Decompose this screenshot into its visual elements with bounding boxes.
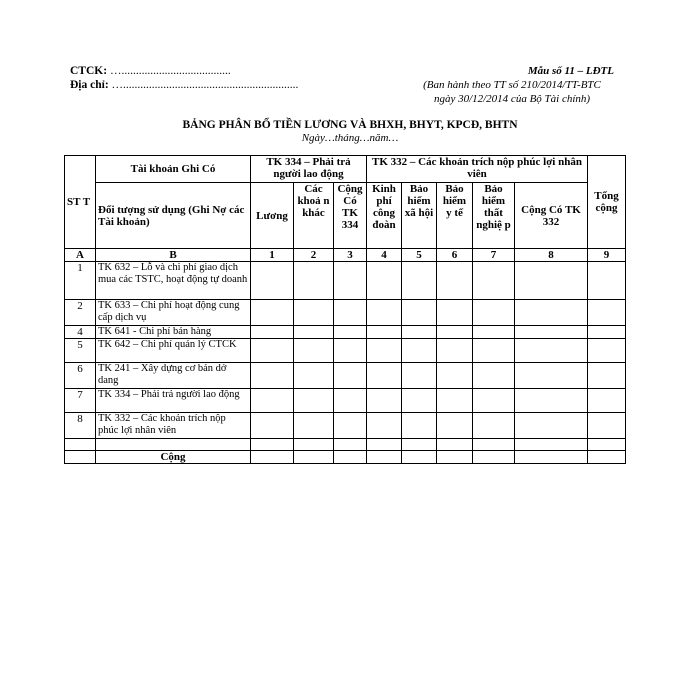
row-account: TK 241 – Xây dựng cơ bản dở dang [96, 363, 251, 389]
table-row [65, 262, 626, 300]
index-cell: 8 [515, 249, 588, 262]
row-stt: 1 [65, 262, 96, 300]
table-row [65, 363, 626, 389]
table-row [65, 413, 626, 439]
credit-account-header: Tài khoản Ghi Có [96, 156, 251, 183]
index-row [65, 249, 626, 262]
address-value: …............................................................. [111, 79, 299, 91]
index-cell: 3 [334, 249, 367, 262]
col-cong-334: Cộng Có TK 334 [334, 183, 367, 249]
document-date: Ngày…tháng…năm… [301, 132, 399, 144]
issued-line-1: (Ban hành theo TT số 210/2014/TT-BTC [423, 79, 601, 91]
document-title: BẢNG PHÂN BỔ TIỀN LƯƠNG VÀ BHXH, BHYT, KPCĐ, BHTN [182, 119, 518, 131]
index-cell: 6 [437, 249, 473, 262]
index-cell: 5 [402, 249, 437, 262]
index-cell: 4 [367, 249, 402, 262]
allocation-table [64, 155, 626, 464]
row-account: TK 642 – Chi phí quản lý CTCK [96, 339, 251, 363]
debit-object-header: Đối tượng sử dụng (Ghi Nợ các Tài khoản) [96, 183, 251, 249]
index-cell: 1 [251, 249, 294, 262]
col-bhtn: Bảo hiểm thất nghiệ p [473, 183, 515, 249]
tk332-group-header: TK 332 – Các khoản trích nộp phúc lợi nhân viên [367, 156, 588, 183]
table-row [65, 339, 626, 363]
form-number: Mẫu số 11 – LĐTL [527, 65, 614, 77]
col-bhyt: Bảo hiểm y tế [437, 183, 473, 249]
col-cong-332: Cộng Có TK 332 [515, 183, 588, 249]
index-cell: 7 [473, 249, 515, 262]
company-value: …...................................... [109, 65, 231, 77]
issued-line-2: ngày 30/12/2014 của Bộ Tài chính) [433, 93, 591, 105]
table-row [65, 389, 626, 413]
col-bhxh: Bảo hiểm xã hội [402, 183, 437, 249]
index-cell: 2 [294, 249, 334, 262]
row-account: TK 632 – Lỗ và chi phí giao dịch mua các TSTC, hoạt động tự doanh [96, 262, 251, 300]
tk334-group-header: TK 334 – Phải trả người lao động [251, 156, 367, 183]
stt-header: ST T [65, 156, 96, 249]
blank-row [65, 439, 626, 451]
total-label: Cộng [96, 451, 251, 464]
row-stt: 2 [65, 300, 96, 326]
col-kinh-phi: Kinh phí công đoàn [367, 183, 402, 249]
row-account: TK 641 - Chi phí bán hàng [96, 326, 251, 339]
row-account: TK 332 – Các khoản trích nộp phúc lợi nhân viên [96, 413, 251, 439]
row-stt: 6 [65, 363, 96, 389]
company-label: CTCK: [70, 65, 108, 77]
col-cac-khoan-khac: Các khoả n khác [294, 183, 334, 249]
index-cell: 9 [588, 249, 626, 262]
total-header: Tổng cộng [588, 156, 626, 249]
row-stt: 4 [65, 326, 96, 339]
table-row [65, 326, 626, 339]
col-luong: Lương [251, 183, 294, 249]
row-account: TK 633 – Chi phí hoạt động cung cấp dịch vụ [96, 300, 251, 326]
row-stt: 7 [65, 389, 96, 413]
total-row [65, 451, 626, 464]
index-cell: B [96, 249, 251, 262]
address-label: Địa chỉ: [70, 79, 109, 91]
row-stt: 8 [65, 413, 96, 439]
row-account: TK 334 – Phải trả người lao động [96, 389, 251, 413]
company-info [70, 64, 298, 92]
table-row [65, 300, 626, 326]
row-stt: 5 [65, 339, 96, 363]
form-info [408, 64, 616, 106]
index-cell: A [65, 249, 96, 262]
